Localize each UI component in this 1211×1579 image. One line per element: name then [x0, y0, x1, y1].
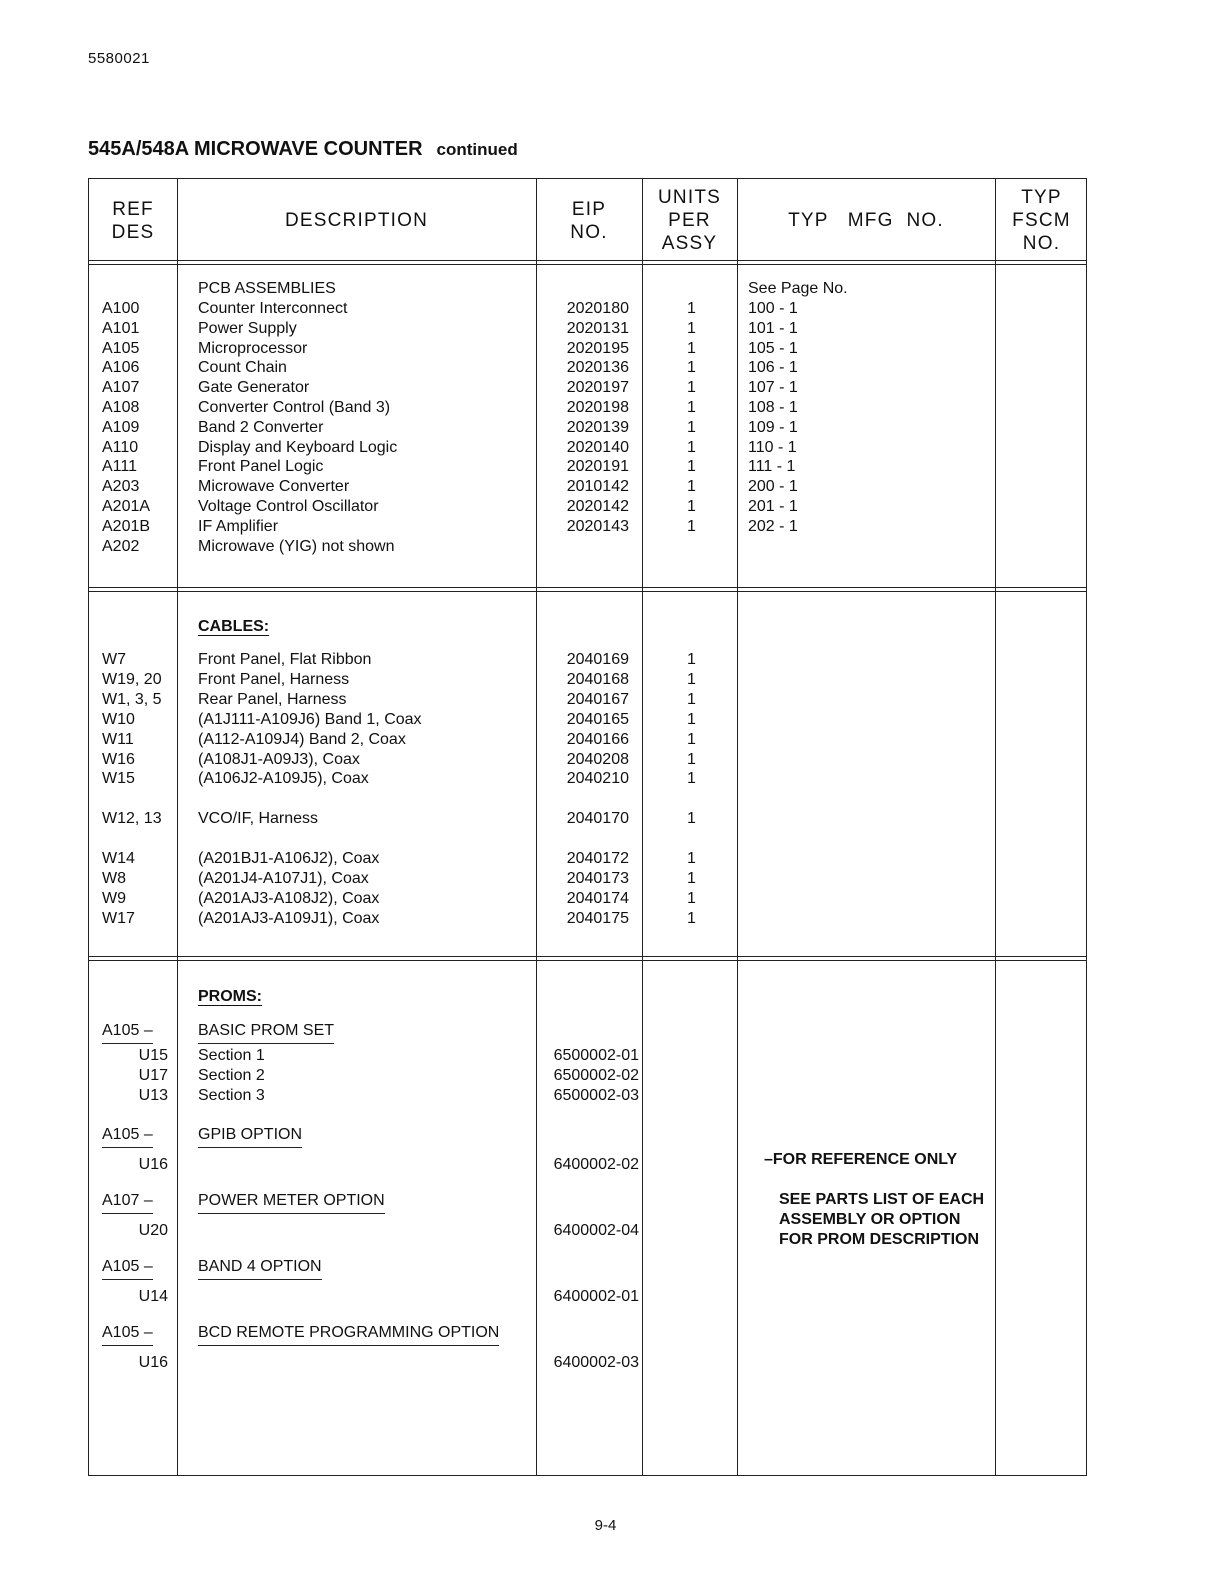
eip-number: 6400002-04 [553, 1222, 639, 1239]
pcb-row [89, 497, 1086, 517]
units-per-assy: 1 [687, 810, 696, 827]
section-rule [89, 956, 1086, 961]
sub-ref-des: U16 [138, 1354, 168, 1371]
eip-number: 2020195 [566, 339, 629, 357]
ref-des: W16 [102, 750, 135, 768]
ref-des: A110 [102, 438, 139, 456]
description: Converter Control (Band 3) [198, 399, 391, 416]
eip-number: 2040165 [566, 710, 629, 728]
units-per-assy: 1 [687, 478, 696, 496]
pcb-row [89, 418, 1086, 438]
units-per-assy: 1 [687, 869, 696, 887]
option-name: POWER METER OPTION [198, 1191, 385, 1214]
note-line: FOR PROM DESCRIPTION [779, 1231, 980, 1248]
prom-group-row [89, 1257, 1086, 1277]
cable-row [89, 769, 1086, 789]
header-typ-fscm-no: TYP FSCM NO. [1012, 187, 1071, 254]
pcb-row [89, 457, 1086, 477]
ref-des: A105 – [102, 1021, 153, 1044]
pcb-row [89, 339, 1086, 359]
units-per-assy: 1 [687, 690, 696, 708]
description: (A1J111-A109J6) Band 1, Coax [198, 710, 422, 728]
option-name: GPIB OPTION [198, 1125, 302, 1148]
units-per-assy: 1 [687, 889, 696, 907]
ref-des: W7 [102, 651, 126, 668]
header-ref-des: REF DES [111, 198, 155, 243]
units-per-assy: 1 [687, 339, 696, 357]
cable-row [89, 869, 1086, 889]
units-per-assy: 1 [687, 399, 696, 416]
description: Front Panel, Flat Ribbon [198, 651, 372, 668]
cable-row [89, 650, 1086, 670]
eip-number: 2020180 [566, 300, 629, 317]
parts-table [88, 178, 1087, 1476]
eip-number: 2040170 [566, 810, 629, 827]
title-suffix: continued [436, 140, 518, 159]
prom-item-row [89, 1066, 1086, 1086]
description: (A201J4-A107J1), Coax [198, 869, 369, 887]
cables-heading: CABLES: [198, 618, 270, 635]
description: Section 3 [198, 1086, 265, 1104]
eip-number: 6500002-03 [553, 1086, 639, 1104]
page-number: 9-4 [594, 1517, 617, 1534]
description: Section 1 [198, 1047, 265, 1064]
units-per-assy: 1 [687, 458, 696, 476]
description: (A201AJ3-A108J2), Coax [198, 889, 380, 907]
eip-number: 2020143 [566, 517, 629, 535]
description: (A201AJ3-A109J1), Coax [198, 909, 380, 927]
units-per-assy: 1 [687, 750, 696, 768]
proms-heading-row [89, 987, 1086, 1007]
units-per-assy: 1 [687, 850, 696, 867]
section-rule [89, 587, 1086, 592]
mfg-page-number: 201 - 1 [748, 498, 798, 515]
ref-des: A203 [102, 478, 140, 496]
pcb-row [89, 398, 1086, 418]
units-per-assy: 1 [687, 730, 696, 748]
prom-item-row [89, 1353, 1086, 1373]
pcb-row [89, 517, 1086, 537]
pcb-row [89, 299, 1086, 319]
description: (A108J1-A09J3), Coax [198, 750, 360, 768]
units-per-assy: 1 [687, 651, 696, 668]
eip-number: 6500002-01 [553, 1047, 639, 1064]
units-per-assy: 1 [687, 438, 696, 456]
cable-row [89, 809, 1086, 829]
mfg-page-number: 105 - 1 [748, 339, 798, 357]
cable-row [89, 849, 1086, 869]
units-per-assy: 1 [687, 498, 696, 515]
units-per-assy: 1 [687, 300, 696, 317]
eip-number: 2040210 [566, 770, 629, 788]
pcb-row [89, 477, 1086, 497]
ref-des: A109 [102, 418, 140, 436]
eip-number: 2020197 [566, 379, 629, 397]
description: Rear Panel, Harness [198, 690, 347, 708]
eip-number: 6400002-02 [553, 1156, 639, 1173]
cable-row [89, 909, 1086, 929]
ref-des: W12, 13 [102, 810, 162, 827]
mfg-heading: See Page No. [748, 280, 848, 297]
eip-number: 2020140 [566, 438, 629, 456]
description: VCO/IF, Harness [198, 810, 319, 827]
description: (A106J2-A109J5), Coax [198, 770, 369, 788]
description: Gate Generator [198, 379, 310, 397]
description: Section 2 [198, 1066, 265, 1084]
units-per-assy: 1 [687, 359, 696, 377]
sub-ref-des: U13 [138, 1086, 168, 1104]
eip-number: 2040168 [566, 670, 629, 688]
ref-des: A108 [102, 399, 140, 416]
mfg-page-number: 108 - 1 [748, 399, 798, 416]
prom-item-row [89, 1287, 1086, 1307]
pcb-row [89, 537, 1086, 557]
page-title [88, 138, 518, 161]
pcb-row [89, 319, 1086, 339]
prom-group-row [89, 1021, 1086, 1041]
description: Band 2 Converter [198, 418, 324, 436]
units-per-assy: 1 [687, 670, 696, 688]
mfg-page-number: 100 - 1 [748, 300, 798, 317]
ref-des: W19, 20 [102, 670, 162, 688]
eip-number: 2040174 [566, 889, 629, 907]
ref-des: A201B [102, 517, 151, 535]
ref-des: W14 [102, 850, 135, 867]
mfg-page-number: 110 - 1 [748, 438, 797, 456]
ref-des: A201A [102, 498, 151, 515]
ref-des: W15 [102, 770, 135, 788]
mfg-page-number: 107 - 1 [748, 379, 798, 397]
reference-note: –FOR REFERENCE ONLY [764, 1151, 958, 1168]
description: Microwave (YIG) not shown [198, 537, 395, 555]
cable-row [89, 889, 1086, 909]
option-name: BAND 4 OPTION [198, 1257, 322, 1280]
ref-des: A107 – [102, 1191, 153, 1214]
units-per-assy: 1 [687, 379, 696, 397]
description: Voltage Control Oscillator [198, 498, 379, 515]
description: Counter Interconnect [198, 300, 348, 317]
title-text: 545A/548A MICROWAVE COUNTER [88, 138, 423, 160]
units-per-assy: 1 [687, 909, 696, 927]
sub-ref-des: U15 [138, 1047, 168, 1064]
prom-item-row [89, 1086, 1086, 1106]
description: Front Panel Logic [198, 458, 324, 476]
ref-des: A105 – [102, 1323, 153, 1346]
header-typ-mfg-no: TYP MFG NO. [788, 210, 944, 231]
eip-number: 2040173 [566, 869, 629, 887]
cable-row [89, 670, 1086, 690]
units-per-assy: 1 [687, 418, 696, 436]
mfg-page-number: 109 - 1 [748, 418, 798, 436]
ref-des: A107 [102, 379, 140, 397]
description: Power Supply [198, 319, 297, 337]
mfg-page-number: 101 - 1 [748, 319, 798, 337]
eip-number: 2020198 [566, 399, 629, 416]
header-eip-no: EIP NO. [570, 198, 608, 243]
ref-des: A106 [102, 359, 140, 377]
ref-des: W9 [102, 889, 126, 907]
cable-row [89, 710, 1086, 730]
eip-number: 2040208 [566, 750, 629, 768]
ref-des: A100 [102, 300, 140, 317]
eip-number: 2040172 [566, 850, 629, 867]
eip-number: 2020136 [566, 359, 629, 377]
ref-des: W10 [102, 710, 135, 728]
cable-row [89, 690, 1086, 710]
cable-row [89, 750, 1086, 770]
cables-heading-row [89, 617, 1086, 637]
header-units-per-assy: UNITS PER ASSY [658, 187, 721, 254]
eip-number: 2020191 [566, 458, 629, 476]
units-per-assy: 1 [687, 517, 696, 535]
option-name: BASIC PROM SET [198, 1021, 334, 1044]
eip-number: 2020142 [566, 498, 629, 515]
ref-des: W11 [102, 730, 134, 748]
prom-item-row [89, 1046, 1086, 1066]
mfg-page-number: 106 - 1 [748, 359, 798, 377]
units-per-assy: 1 [687, 770, 696, 788]
prom-group-row [89, 1323, 1086, 1343]
eip-number: 2040166 [566, 730, 629, 748]
eip-number: 2040167 [566, 690, 629, 708]
eip-number: 2040175 [566, 909, 629, 927]
eip-number: 6500002-02 [553, 1066, 639, 1084]
description: (A112-A109J4) Band 2, Coax [198, 730, 406, 748]
note-line: ASSEMBLY OR OPTION [779, 1211, 961, 1228]
description: Front Panel, Harness [198, 670, 350, 688]
units-per-assy: 1 [687, 710, 696, 728]
header-description: DESCRIPTION [284, 210, 429, 231]
sub-ref-des: U17 [138, 1066, 168, 1084]
ref-des: W8 [102, 869, 126, 887]
pcb-row [89, 438, 1086, 458]
description: Microwave Converter [198, 478, 350, 496]
eip-number: 6400002-01 [553, 1288, 639, 1305]
pcb-row [89, 358, 1086, 378]
cable-row [89, 730, 1086, 750]
mfg-page-number: 200 - 1 [748, 478, 798, 496]
eip-number: 2010142 [566, 478, 629, 496]
ref-des: W1, 3, 5 [102, 690, 162, 708]
prom-group-row [89, 1125, 1086, 1145]
sub-ref-des: U16 [138, 1156, 168, 1173]
sub-ref-des: U14 [138, 1288, 168, 1305]
ref-des: A105 – [102, 1257, 153, 1280]
description: IF Amplifier [198, 517, 279, 535]
description: Display and Keyboard Logic [198, 438, 398, 456]
eip-number: 2020131 [566, 319, 629, 337]
document-number: 5580021 [88, 50, 150, 67]
note-line: SEE PARTS LIST OF EACH [779, 1191, 985, 1208]
eip-number: 6400002-03 [553, 1354, 639, 1371]
pcb-heading-row [89, 279, 1086, 299]
sub-ref-des: U20 [138, 1222, 168, 1239]
proms-heading: PROMS: [198, 988, 262, 1005]
units-per-assy: 1 [687, 319, 696, 337]
mfg-page-number: 111 - 1 [748, 458, 796, 476]
description: (A201BJ1-A106J2), Coax [198, 850, 380, 867]
description: Count Chain [198, 359, 287, 377]
ref-des: A101 [102, 319, 140, 337]
ref-des: W17 [102, 909, 135, 927]
eip-number: 2040169 [566, 651, 629, 668]
ref-des: A105 [102, 339, 140, 357]
eip-number: 2020139 [566, 418, 629, 436]
pcb-heading: PCB ASSEMBLIES [198, 280, 336, 297]
option-name: BCD REMOTE PROGRAMMING OPTION [198, 1323, 499, 1346]
pcb-row [89, 378, 1086, 398]
ref-des: A111 [102, 458, 137, 476]
mfg-page-number: 202 - 1 [748, 517, 798, 535]
ref-des: A105 – [102, 1125, 153, 1148]
ref-des: A202 [102, 537, 140, 555]
description: Microprocessor [198, 339, 308, 357]
